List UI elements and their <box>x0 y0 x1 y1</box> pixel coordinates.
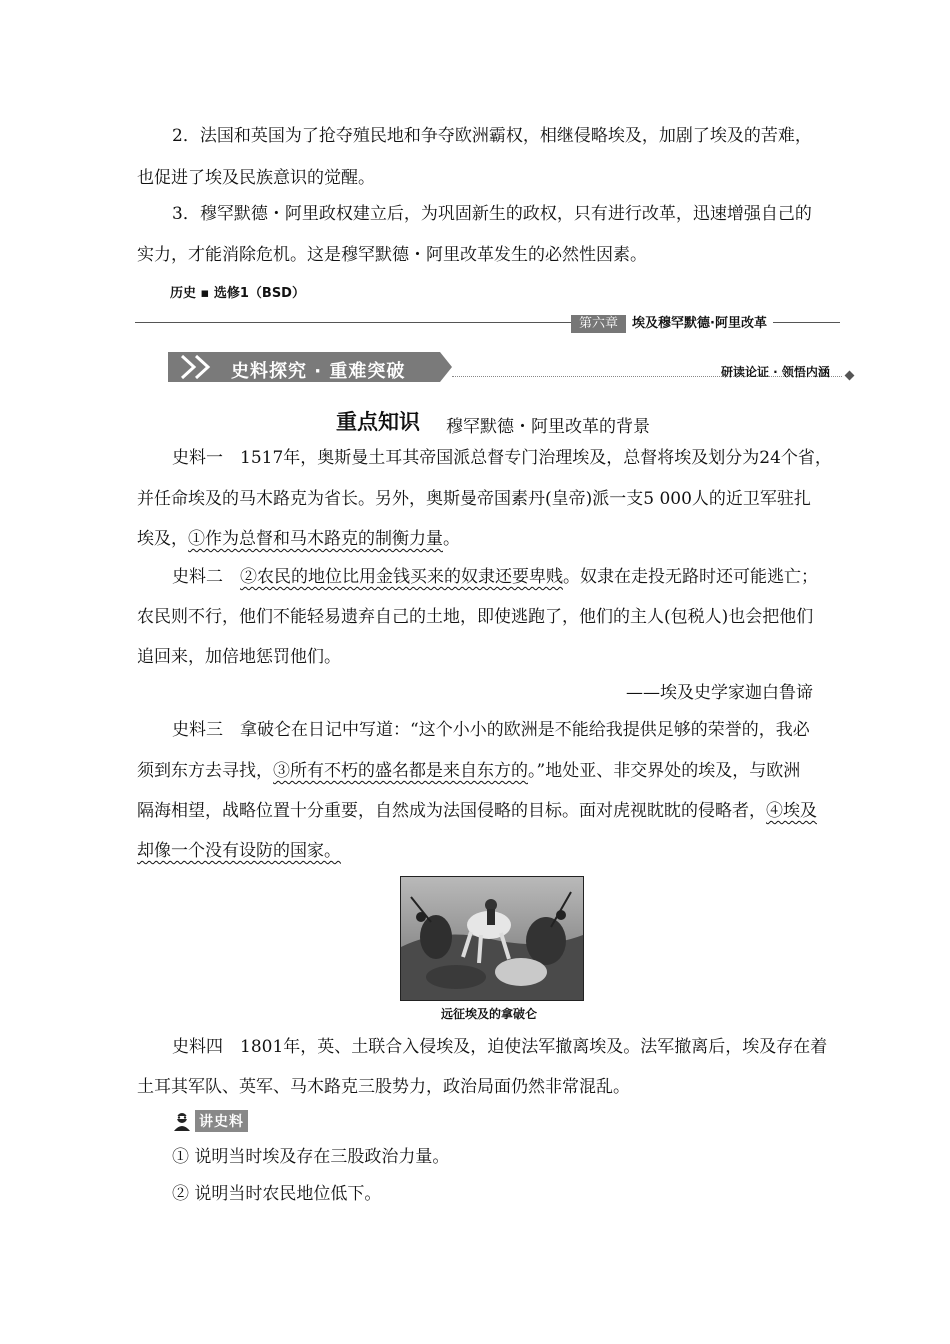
source3-line1: 史料三 拿破仑在日记中写道：“这个小小的欧洲是不能给我提供足够的荣誉的，我必 <box>172 720 810 740</box>
intro-p3-line1: 3．穆罕默德・阿里政权建立后，为巩固新生的政权，只有进行改革，迅速增强自己的 <box>172 204 812 224</box>
annotation-4-cont: 却像一个没有设防的国家。 <box>137 841 341 861</box>
key-point-subtitle: 穆罕默德・阿里改革的背景 <box>446 417 650 437</box>
intro-p3-line2: 实力，才能消除危机。这是穆罕默德・阿里改革发生的必然性因素。 <box>137 245 647 265</box>
source2-line1 <box>172 569 818 586</box>
source1-line1: 史料一 1517年，奥斯曼土耳其帝国派总督专门治理埃及，总督将埃及划分为24个省， <box>172 448 832 468</box>
text: 埃及， <box>137 529 188 549</box>
section-tagline: 研读论证 · 领悟内涵 <box>721 365 830 379</box>
napoleon-egypt-painting <box>400 876 584 1001</box>
intro-p2-line1: 2．法国和英国为了抢夺殖民地和争夺欧洲霸权，相继侵略埃及，加剧了埃及的苦难， <box>172 126 812 146</box>
diamond-icon <box>845 371 855 381</box>
text: 。 <box>443 529 460 549</box>
chapter-label <box>571 315 773 333</box>
source3-line4 <box>137 843 341 860</box>
source4-line2: 土耳其军队、英军、马木路克三股势力，政治局面仍然非常混乱。 <box>137 1077 630 1097</box>
annotation-3: ③所有不朽的盛名都是来自东方的 <box>273 761 528 781</box>
source1-line2: 并任命埃及的马木路克为省长。另外，奥斯曼帝国素丹(皇帝)派一支5 000人的近卫军驻扎 <box>137 489 811 509</box>
annotation-4: ④埃及 <box>766 801 817 821</box>
source4-line1: 史料四 1801年，英、土联合入侵埃及，迫使法军撤离埃及。法军撤离后，埃及存在着 <box>172 1037 828 1057</box>
text: 隔海相望，战略位置十分重要，自然成为法国侵略的目标。面对虎视眈眈的侵略者， <box>137 801 766 821</box>
source2-citation: ——埃及史学家迦白鲁谛 <box>626 683 813 703</box>
explain-label-text: 讲史料 <box>195 1110 248 1132</box>
chapter-title: 埃及穆罕默德·阿里改革 <box>626 315 773 333</box>
source3-line2 <box>137 763 800 780</box>
annotation-1: ①作为总督和马木路克的制衡力量 <box>188 529 443 549</box>
teacher-icon <box>172 1111 192 1131</box>
text: 史料二 <box>172 567 240 587</box>
source2-line2: 农民则不行，他们不能轻易遗弃自己的土地，即使逃跑了，他们的主人(包税人)也会把他们 <box>137 607 814 627</box>
text: 。”地处亚、非交界处的埃及，与欧洲 <box>528 761 801 781</box>
picture-caption: 远征埃及的拿破仑 <box>441 1007 538 1021</box>
intro-p2-line2: 也促进了埃及民族意识的觉醒。 <box>137 168 375 188</box>
text: 须到东方去寻找， <box>137 761 273 781</box>
source3-line3 <box>137 803 817 820</box>
annotation-2: ②农民的地位比用金钱买来的奴隶还要卑贱 <box>240 567 563 587</box>
key-point-title: 重点知识 <box>336 410 420 434</box>
chapter-number: 第六章 <box>571 315 626 333</box>
explain-item-1: ① 说明当时埃及存在三股政治力量。 <box>172 1147 450 1167</box>
section-banner-title: 史料探究 · 重难突破 <box>231 361 406 382</box>
source2-line3: 追回来，加倍地惩罚他们。 <box>137 647 341 667</box>
running-header: 历史 ▪ 选修1（BSD） <box>170 286 305 301</box>
source1-line3 <box>137 531 460 548</box>
explain-item-2: ② 说明当时农民地位低下。 <box>172 1184 382 1204</box>
text: 。奴隶在走投无路时还可能逃亡； <box>563 567 818 587</box>
explain-label <box>172 1111 248 1131</box>
